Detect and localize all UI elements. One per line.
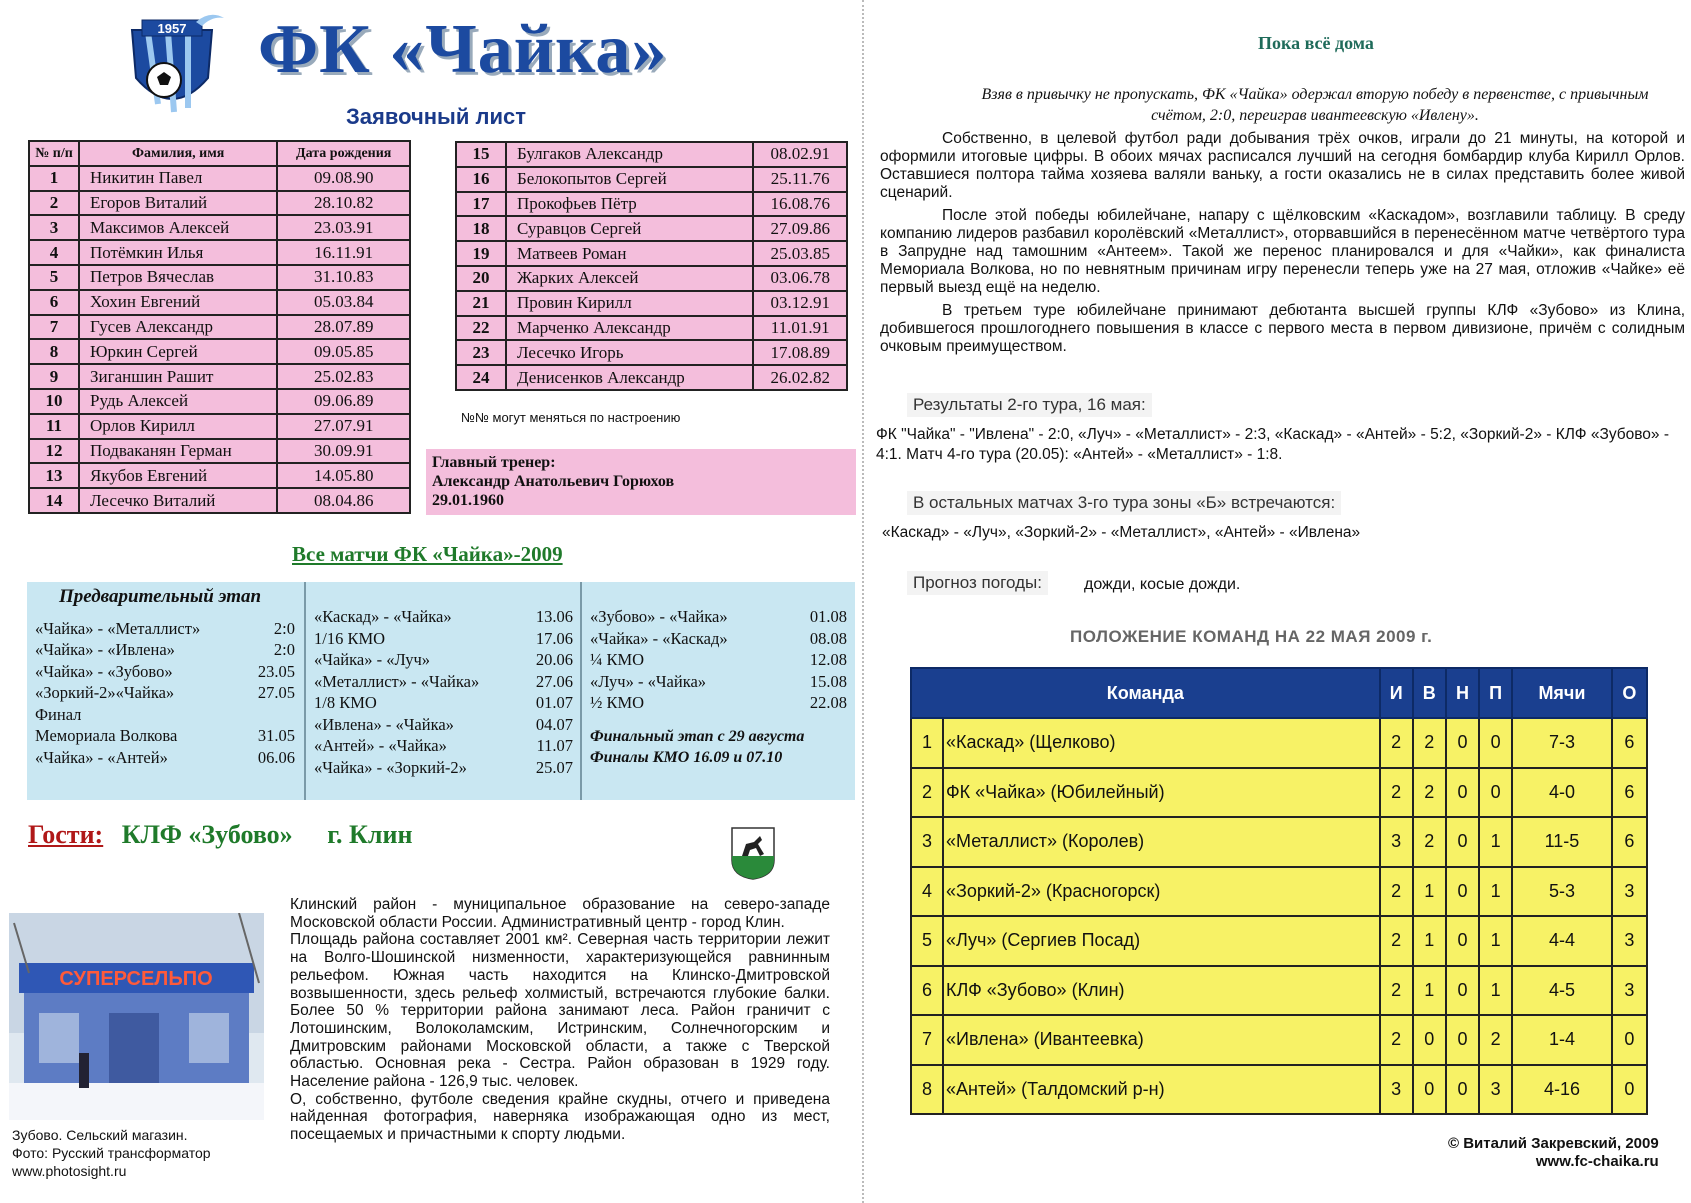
player-number: 21 xyxy=(456,291,506,316)
match-name: «Ивлена» - «Чайка» xyxy=(314,714,454,734)
col-goals: Мячи xyxy=(1512,668,1612,718)
roster-row xyxy=(29,240,410,265)
points: 6 xyxy=(1612,718,1647,768)
stage-title: Предварительный этап xyxy=(59,586,262,607)
caption-credit: Фото: Русский трансформатор xyxy=(12,1145,211,1161)
roster-row xyxy=(456,167,847,192)
player-name: Провин Кирилл xyxy=(506,291,753,316)
player-name: Якубов Евгений xyxy=(79,463,277,488)
kmo-finals-note: Финалы КМО 16.09 и 07.10 xyxy=(590,748,783,766)
team-name: ФК «Чайка» (Юбилейный) xyxy=(943,768,1380,818)
points: 3 xyxy=(1612,966,1647,1016)
match-name: «Металлист» - «Чайка» xyxy=(314,671,480,691)
team-name: «Металлист» (Королев) xyxy=(943,817,1380,867)
svg-text:СУПЕРСЕЛЬПО: СУПЕРСЕЛЬПО xyxy=(59,968,213,990)
wins: 0 xyxy=(1413,1065,1446,1115)
roster-table-left xyxy=(28,140,411,514)
player-name: Орлов Кирилл xyxy=(79,414,277,439)
draws: 0 xyxy=(1446,916,1479,966)
match-value: 04.07 xyxy=(535,714,573,734)
draws: 0 xyxy=(1446,867,1479,917)
team-position: 6 xyxy=(911,966,943,1016)
roster-row xyxy=(456,365,847,390)
losses: 0 xyxy=(1479,768,1512,818)
standings-row xyxy=(911,916,1647,966)
team-position: 2 xyxy=(911,768,943,818)
weather-label: Прогноз погоды: xyxy=(907,571,1048,595)
match-value: 27.05 xyxy=(257,683,295,702)
team-position: 1 xyxy=(911,718,943,768)
match-name: «Чайка» - «Зубово» xyxy=(35,661,173,681)
goals: 4-16 xyxy=(1512,1065,1612,1115)
schedule-row xyxy=(35,704,295,726)
roster-row xyxy=(456,241,847,266)
other-matches-label: В остальных матчах 3-го тура зоны «Б» встречаются: xyxy=(907,491,1341,515)
site-link: www.fc-chaika.ru xyxy=(1535,1153,1659,1170)
player-dob: 17.08.89 xyxy=(753,340,847,365)
player-number: 24 xyxy=(456,365,506,390)
roster-row xyxy=(29,439,410,464)
match-name: 1/8 КМО xyxy=(314,693,377,712)
games-played: 2 xyxy=(1380,916,1413,966)
roster-row xyxy=(29,315,410,340)
player-name: Прокофьев Пётр xyxy=(506,192,753,217)
losses: 1 xyxy=(1479,966,1512,1016)
klin-description xyxy=(290,896,830,1144)
match-value: 2:0 xyxy=(273,618,295,638)
player-number: 17 xyxy=(456,192,506,217)
schedule-title: Все матчи ФК «Чайка»-2009 xyxy=(292,542,563,566)
standings-row xyxy=(911,1015,1647,1065)
roster-row xyxy=(29,364,410,389)
team-position: 8 xyxy=(911,1065,943,1115)
roster-row xyxy=(456,142,847,167)
col-lost: П xyxy=(1479,668,1512,718)
roster-row xyxy=(29,191,410,216)
draws: 0 xyxy=(1446,1015,1479,1065)
schedule-row xyxy=(590,649,847,671)
player-number: 1 xyxy=(29,166,79,191)
schedule-row xyxy=(314,692,573,714)
article-paragraph: В третьем туре юбилейчане принимают дебютанта высшей группы КЛФ «Зубово» из Клина, добившегося прошлогоднего повышения в классе с первого места в первом дивизионе, причём с солидным очковым преимуществом. xyxy=(880,302,1685,355)
games-played: 2 xyxy=(1380,1015,1413,1065)
player-name: Жарких Алексей xyxy=(506,266,753,291)
standings-row xyxy=(911,1065,1647,1115)
player-number: 9 xyxy=(29,364,79,389)
schedule-row xyxy=(314,671,573,693)
match-name: «Зубово» - «Чайка» xyxy=(590,607,728,626)
zubovo-shop-photo xyxy=(9,913,264,1120)
match-value: 08.08 xyxy=(809,628,847,648)
losses: 3 xyxy=(1479,1065,1512,1115)
player-dob: 16.11.91 xyxy=(277,240,410,265)
schedule-row xyxy=(35,747,295,769)
player-name: Денисенков Александр xyxy=(506,365,753,390)
player-dob: 31.10.83 xyxy=(277,265,410,290)
player-name: Никитин Павел xyxy=(79,166,277,191)
player-number: 15 xyxy=(456,142,506,167)
player-dob: 23.03.91 xyxy=(277,215,410,240)
match-name: ½ КМО xyxy=(590,693,645,712)
match-name: Мемориала Волкова xyxy=(35,726,178,745)
col-name: Фамилия, имя xyxy=(79,141,277,166)
roster-row xyxy=(456,316,847,341)
player-dob: 16.08.76 xyxy=(753,192,847,217)
team-name: «Зоркий-2» (Красногорск) xyxy=(943,867,1380,917)
player-number: 20 xyxy=(456,266,506,291)
player-name: Матвеев Роман xyxy=(506,241,753,266)
match-name: «Чайка» - «Ивлена» xyxy=(35,640,175,659)
match-value: 31.05 xyxy=(257,726,295,745)
match-value: 27.06 xyxy=(535,671,573,691)
roster-row xyxy=(29,166,410,191)
match-value: 13.06 xyxy=(535,607,573,626)
roster-row xyxy=(29,414,410,439)
player-number: 23 xyxy=(456,340,506,365)
player-dob: 30.09.91 xyxy=(277,439,410,464)
match-name: ¼ КМО xyxy=(590,650,645,669)
other-matches-text: «Каскад» - «Луч», «Зоркий-2» - «Металлист», «Антей» - «Ивлена» xyxy=(882,524,1361,541)
team-name: «Ивлена» (Ивантеевка) xyxy=(943,1015,1380,1065)
match-value: 01.08 xyxy=(809,607,847,626)
wins: 2 xyxy=(1413,817,1446,867)
player-number: 10 xyxy=(29,389,79,414)
match-value: 2:0 xyxy=(273,640,295,659)
player-dob: 08.04.86 xyxy=(277,488,410,513)
points: 3 xyxy=(1612,867,1647,917)
player-number: 14 xyxy=(29,488,79,513)
player-name: Суравцов Сергей xyxy=(506,216,753,241)
schedule-box xyxy=(27,582,855,800)
standings-row xyxy=(911,768,1647,818)
player-number: 16 xyxy=(456,167,506,192)
team-position: 4 xyxy=(911,867,943,917)
player-number: 8 xyxy=(29,339,79,364)
schedule-col-1 xyxy=(27,582,303,800)
match-name: «Луч» - «Чайка» xyxy=(590,671,707,691)
points: 6 xyxy=(1612,768,1647,818)
player-dob: 05.03.84 xyxy=(277,290,410,315)
coach-box xyxy=(426,449,856,515)
photo-caption xyxy=(12,1126,211,1180)
klin-paragraph: Клинский район - муниципальное образование на северо-западе Московской области России. Административный центр - город Клин. xyxy=(290,896,830,931)
draws: 0 xyxy=(1446,1065,1479,1115)
roster-row xyxy=(29,389,410,414)
player-number: 7 xyxy=(29,315,79,340)
roster-note: №№ могут меняться по настроению xyxy=(461,410,681,425)
match-value: 20.06 xyxy=(535,650,573,669)
schedule-col-3 xyxy=(580,582,855,800)
losses: 2 xyxy=(1479,1015,1512,1065)
goals: 4-0 xyxy=(1512,768,1612,818)
final-note xyxy=(590,726,847,768)
col-team: Команда xyxy=(911,668,1380,718)
player-name: Юркин Сергей xyxy=(79,339,277,364)
schedule-row xyxy=(35,682,295,704)
match-name: «Чайка» - «Луч» xyxy=(314,650,431,669)
player-name: Лесечко Виталий xyxy=(79,488,277,513)
match-value: 17.06 xyxy=(535,628,573,648)
games-played: 2 xyxy=(1380,867,1413,917)
player-number: 13 xyxy=(29,463,79,488)
player-dob: 28.07.89 xyxy=(277,315,410,340)
player-dob: 27.07.91 xyxy=(277,414,410,439)
roster-row xyxy=(29,463,410,488)
match-name: «Чайка» - «Зоркий-2» xyxy=(314,757,467,777)
player-dob: 27.09.86 xyxy=(753,216,847,241)
team-position: 3 xyxy=(911,817,943,867)
match-name: «Чайка» - «Металлист» xyxy=(35,618,201,638)
page-divider xyxy=(862,0,864,1203)
final-stage-note: Финальный этап с 29 августа xyxy=(590,727,805,745)
points: 0 xyxy=(1612,1065,1647,1115)
player-number: 3 xyxy=(29,215,79,240)
player-dob: 25.03.85 xyxy=(753,241,847,266)
losses: 0 xyxy=(1479,718,1512,768)
match-value: 06.06 xyxy=(257,747,295,767)
col-played: И xyxy=(1380,668,1413,718)
team-name: «Каскад» (Щелково) xyxy=(943,718,1380,768)
schedule-row xyxy=(314,628,573,650)
roster-row xyxy=(29,290,410,315)
player-name: Хохин Евгений xyxy=(79,290,277,315)
col-dob: Дата рождения xyxy=(277,141,410,166)
club-logo xyxy=(118,8,226,120)
match-name: Финал xyxy=(35,704,82,724)
klin-paragraph: Площадь района составляет 2001 км². Северная часть территории лежит на Волго-Шошинской низменности, характеризующейся равнинным рельефом. Южная часть находится на Клинско-Дмитровской возвышенности, здесь рельеф холмистый, встречаются глубокие балки. Более 50 % территории района занимают леса. Район граничит с Лотошинским, Волоколамским, Истринским, Солнечногорским и Дмитровским районами Московской области, а также с Тверской областью. Основная река - Сестра. Район образован в 1929 году. Население района - 126,9 тыс. человек. xyxy=(290,931,830,1091)
player-dob: 25.02.83 xyxy=(277,364,410,389)
col-number: № п/п xyxy=(29,141,79,166)
goals: 4-4 xyxy=(1512,916,1612,966)
guest-club: КЛФ «Зубово» xyxy=(121,820,293,849)
player-name: Марченко Александр xyxy=(506,316,753,341)
wins: 2 xyxy=(1413,718,1446,768)
results-text: ФК "Чайка" - "Ивлена" - 2:0, «Луч» - «Металлист» - 2:3, «Каскад» - «Антей» - 5:2, «Зоркий-2» - КЛФ «Зубово» - 4:1. Матч 4-го тура (20.05): «Антей» - «Металлист» - 1:8. xyxy=(876,426,1670,463)
match-value: 23.05 xyxy=(257,661,295,681)
roster-row xyxy=(29,488,410,513)
copyright: © Виталий Закревский, 2009 xyxy=(1448,1135,1659,1152)
draws: 0 xyxy=(1446,718,1479,768)
schedule-row xyxy=(314,714,573,736)
wins: 1 xyxy=(1413,966,1446,1016)
roster-row xyxy=(29,339,410,364)
roster-table-right xyxy=(455,141,848,391)
games-played: 2 xyxy=(1380,768,1413,818)
schedule-col-2 xyxy=(304,582,579,800)
player-number: 11 xyxy=(29,414,79,439)
roster-row xyxy=(29,215,410,240)
article-paragraph: Собственно, в целевой футбол ради добывания трёх очков, играли до 21 минуты, на которой и оформили итоговые цифры. В обоих мячах расписался лучший на сегодня бомбардир клуба Кирилл Орлов. Оставшиеся полтора тайма хозяева валяли ваньку, а гости оказались не в силах представить более живой сценарий. xyxy=(880,130,1685,201)
draws: 0 xyxy=(1446,768,1479,818)
guests-heading xyxy=(28,820,412,850)
schedule-row xyxy=(590,692,847,714)
losses: 1 xyxy=(1479,817,1512,867)
match-value: 15.08 xyxy=(809,671,847,691)
guests-label: Гости: xyxy=(28,820,104,849)
losses: 1 xyxy=(1479,916,1512,966)
goals: 1-4 xyxy=(1512,1015,1612,1065)
player-dob: 11.01.91 xyxy=(753,316,847,341)
match-name: «Чайка» - «Антей» xyxy=(35,747,168,767)
article-lead: Взяв в привычку не пропускать, ФК «Чайка» одержал вторую победу в первенстве, с привычным счётом, 2:0, переиграв ивантеевскую «Ивлену». xyxy=(981,86,1649,124)
player-number: 19 xyxy=(456,241,506,266)
svg-text:1957: 1957 xyxy=(157,21,187,36)
goals: 7-3 xyxy=(1512,718,1612,768)
player-number: 4 xyxy=(29,240,79,265)
club-title: ФК «Чайка» xyxy=(258,11,668,88)
match-value: 11.07 xyxy=(536,736,573,755)
player-name: Потёмкин Илья xyxy=(79,240,277,265)
schedule-row xyxy=(590,671,847,693)
draws: 0 xyxy=(1446,966,1479,1016)
klin-paragraph: О, собственно, футболе сведения крайне скудны, отчего и приведена найденная фотография, наверняка изображающая одно из мест, посещаемых и причастными к спорту людьми. xyxy=(290,1090,830,1144)
col-points: О xyxy=(1612,668,1647,718)
caption-site: www.photosight.ru xyxy=(12,1163,127,1179)
player-number: 18 xyxy=(456,216,506,241)
match-value: 22.08 xyxy=(809,693,847,712)
player-name: Лесечко Игорь xyxy=(506,340,753,365)
match-name: «Антей» - «Чайка» xyxy=(314,736,447,755)
coach-label: Главный тренер: xyxy=(432,454,556,471)
player-name: Белокопытов Сергей xyxy=(506,167,753,192)
results-label: Результаты 2-го тура, 16 мая: xyxy=(907,393,1152,417)
wins: 1 xyxy=(1413,867,1446,917)
wins: 1 xyxy=(1413,916,1446,966)
roster-row xyxy=(456,340,847,365)
player-dob: 08.02.91 xyxy=(753,142,847,167)
player-name: Петров Вячеслав xyxy=(79,265,277,290)
roster-row xyxy=(456,291,847,316)
article-body xyxy=(880,130,1685,361)
games-played: 3 xyxy=(1380,1065,1413,1115)
player-dob: 26.02.82 xyxy=(753,365,847,390)
match-value: 12.08 xyxy=(809,650,847,669)
wins: 2 xyxy=(1413,768,1446,818)
player-dob: 03.12.91 xyxy=(753,291,847,316)
games-played: 3 xyxy=(1380,817,1413,867)
klin-coat-of-arms xyxy=(730,826,776,880)
footer xyxy=(1448,1135,1659,1171)
standings-row xyxy=(911,718,1647,768)
standings-title: ПОЛОЖЕНИЕ КОМАНД НА 22 МАЯ 2009 г. xyxy=(1070,627,1433,646)
match-name: «Зоркий-2»«Чайка» xyxy=(35,683,175,702)
player-name: Максимов Алексей xyxy=(79,215,277,240)
player-dob: 09.05.85 xyxy=(277,339,410,364)
roster-row xyxy=(456,192,847,217)
schedule-row xyxy=(590,628,847,650)
schedule-row xyxy=(314,649,573,671)
schedule-row xyxy=(35,618,295,640)
roster-title: Заявочный лист xyxy=(346,104,526,129)
col-drawn: Н xyxy=(1446,668,1479,718)
coach-dob: 29.01.1960 xyxy=(432,492,504,509)
team-name: КЛФ «Зубово» (Клин) xyxy=(943,966,1380,1016)
roster-row xyxy=(456,216,847,241)
points: 0 xyxy=(1612,1015,1647,1065)
player-number: 5 xyxy=(29,265,79,290)
draws: 0 xyxy=(1446,817,1479,867)
points: 3 xyxy=(1612,916,1647,966)
team-position: 7 xyxy=(911,1015,943,1065)
match-name: «Каскад» - «Чайка» xyxy=(314,607,452,626)
games-played: 2 xyxy=(1380,966,1413,1016)
roster-row xyxy=(456,266,847,291)
match-name: «Чайка» - «Каскад» xyxy=(590,628,728,648)
losses: 1 xyxy=(1479,867,1512,917)
schedule-row xyxy=(35,661,295,683)
standings-table xyxy=(910,667,1648,1115)
player-name: Гусев Александр xyxy=(79,315,277,340)
player-dob: 14.05.80 xyxy=(277,463,410,488)
player-dob: 28.10.82 xyxy=(277,191,410,216)
player-number: 2 xyxy=(29,191,79,216)
goals: 11-5 xyxy=(1512,817,1612,867)
schedule-row xyxy=(314,606,573,628)
schedule-row xyxy=(35,639,295,661)
standings-row xyxy=(911,867,1647,917)
standings-row xyxy=(911,966,1647,1016)
player-dob: 25.11.76 xyxy=(753,167,847,192)
games-played: 2 xyxy=(1380,718,1413,768)
wins: 0 xyxy=(1413,1015,1446,1065)
player-number: 22 xyxy=(456,316,506,341)
player-name: Зиганшин Рашит xyxy=(79,364,277,389)
article-title: Пока всё дома xyxy=(1258,33,1374,53)
player-number: 6 xyxy=(29,290,79,315)
points: 6 xyxy=(1612,817,1647,867)
player-dob: 09.06.89 xyxy=(277,389,410,414)
coach-name: Александр Анатольевич Горюхов xyxy=(432,473,675,490)
match-value: 25.07 xyxy=(535,757,573,777)
match-value: 01.07 xyxy=(535,693,573,712)
schedule-row xyxy=(314,757,573,779)
article-paragraph: После этой победы юбилейчане, напару с щёлковским «Каскадом», возглавили таблицу. В среду компанию лидеров разбавил королёвский «Металлист», оторвавшийся в перенесённом матче четвёртого тура в Запрудне над тамошним «Антеем». Такой же перенос планировался и для «Чайки», как финалиста Мемориала Волкова, но по невнятным причинам игру перенесли теперь уже на 27 мая, отложив «Чайке» её первый выезд ещё на неделю. xyxy=(880,207,1685,296)
weather-text: дожди, косые дожди. xyxy=(1084,576,1241,593)
team-name: «Луч» (Сергиев Посад) xyxy=(943,916,1380,966)
player-number: 12 xyxy=(29,439,79,464)
schedule-row xyxy=(35,725,295,747)
player-name: Булгаков Александр xyxy=(506,142,753,167)
guest-city: г. Клин xyxy=(327,820,413,849)
goals: 4-5 xyxy=(1512,966,1612,1016)
schedule-row xyxy=(314,735,573,757)
team-position: 5 xyxy=(911,916,943,966)
team-name: «Антей» (Талдомский р-н) xyxy=(943,1065,1380,1115)
schedule-row xyxy=(590,606,847,628)
roster-row xyxy=(29,265,410,290)
caption-line: Зубово. Сельский магазин. xyxy=(12,1127,188,1143)
goals: 5-3 xyxy=(1512,867,1612,917)
player-dob: 09.08.90 xyxy=(277,166,410,191)
standings-row xyxy=(911,817,1647,867)
match-name: 1/16 КМО xyxy=(314,628,386,648)
player-dob: 03.06.78 xyxy=(753,266,847,291)
player-name: Егоров Виталий xyxy=(79,191,277,216)
col-won: В xyxy=(1413,668,1446,718)
player-name: Подваканян Герман xyxy=(79,439,277,464)
player-name: Рудь Алексей xyxy=(79,389,277,414)
